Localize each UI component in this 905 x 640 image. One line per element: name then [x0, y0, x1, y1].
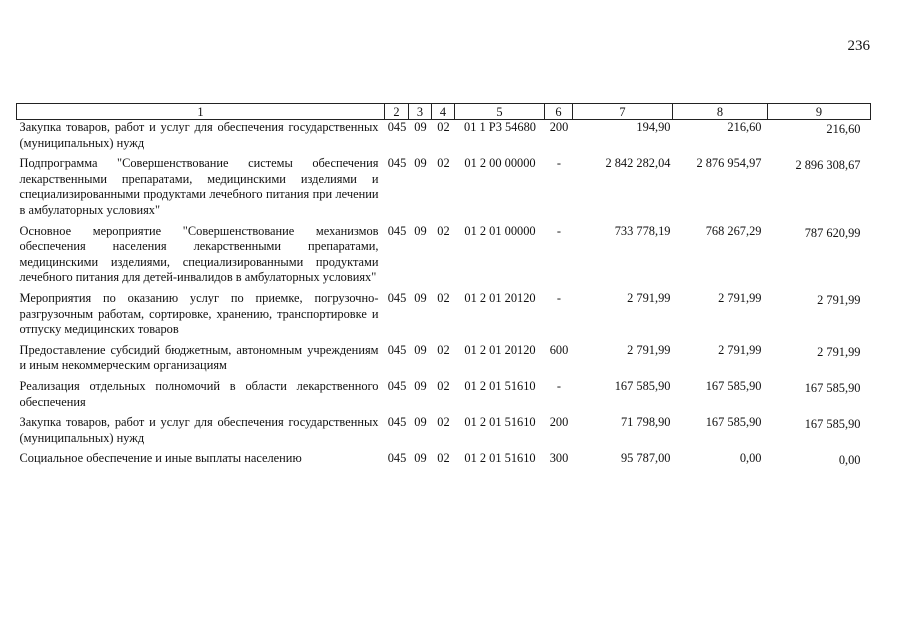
row-code-6: -	[556, 378, 562, 393]
header-cell-8: 8	[673, 104, 768, 120]
row-code-2: 045	[387, 223, 407, 238]
row-value-7: 2 791,99	[627, 342, 671, 357]
row-name: Закупка товаров, работ и услуг для обеспечения государственных (муниципальных) нужд	[19, 120, 379, 150]
budget-table	[16, 103, 871, 474]
row-name: Предоставление субсидий бюджетным, автономным учреждениям и иным некоммерческим организациям	[19, 342, 379, 373]
row-code-2: 045	[387, 451, 407, 466]
row-name: Подпрограмма "Совершенствование системы обеспечения лекарственными препаратами, медицинскими изделиями и специализированными продуктами лечебного питания при лечении в амбулаторных условиях"	[19, 156, 379, 217]
row-value-8: 768 267,29	[705, 223, 762, 238]
row-code-3: 09	[414, 451, 427, 466]
row-value-8: 2 791,99	[718, 342, 762, 357]
row-code-6: -	[556, 290, 562, 305]
table-row	[17, 291, 871, 343]
row-code-5: 01 2 00 00000	[464, 156, 536, 171]
row-code-4: 02	[437, 451, 450, 466]
table-row	[17, 224, 871, 291]
row-code-6: 200	[549, 120, 569, 134]
row-code-4: 02	[437, 290, 450, 305]
row-code-2: 045	[387, 378, 407, 393]
row-code-5: 01 2 01 00000	[464, 223, 536, 238]
row-value-8: 216,60	[727, 120, 762, 134]
row-value-9: 2 791,99	[817, 344, 861, 359]
row-value-9: 787 620,99	[804, 225, 861, 240]
row-value-8: 0,00	[739, 451, 762, 466]
table-row	[17, 451, 871, 474]
header-cell-5: 5	[455, 104, 545, 120]
row-code-5: 01 2 01 51610	[464, 451, 536, 466]
header-cell-7: 7	[573, 104, 673, 120]
row-code-2: 045	[387, 120, 407, 134]
row-value-9: 167 585,90	[804, 380, 861, 395]
table-row	[17, 343, 871, 379]
row-code-5: 01 2 01 51610	[464, 415, 536, 430]
row-code-6: 600	[549, 342, 569, 357]
row-code-4: 02	[437, 120, 450, 134]
table-row	[17, 379, 871, 415]
row-value-7: 95 787,00	[620, 451, 671, 466]
row-value-7: 71 798,90	[620, 415, 671, 430]
page-number: 236	[847, 38, 870, 54]
header-cell-4: 4	[432, 104, 455, 120]
table-row	[17, 120, 871, 157]
header-cell-6: 6	[545, 104, 573, 120]
row-name: Мероприятия по оказанию услуг по приемке, погрузочно-разгрузочным работам, сортировке, хранению, транспортировке и отпуску медицинских товаров	[19, 290, 379, 337]
row-code-3: 09	[414, 415, 427, 430]
row-code-5: 01 2 01 20120	[464, 342, 536, 357]
header-cell-3: 3	[409, 104, 432, 120]
row-code-3: 09	[414, 342, 427, 357]
row-value-9: 2 896 308,67	[795, 158, 861, 173]
table-header-row	[17, 104, 871, 120]
row-name: Реализация отдельных полномочий в области лекарственного обеспечения	[19, 378, 379, 409]
row-value-9: 0,00	[838, 453, 861, 468]
row-code-3: 09	[414, 120, 427, 134]
row-code-2: 045	[387, 415, 407, 430]
table-row	[17, 156, 871, 223]
row-value-8: 167 585,90	[705, 415, 762, 430]
row-code-6: 300	[549, 451, 569, 466]
row-code-2: 045	[387, 342, 407, 357]
row-value-9: 167 585,90	[804, 417, 861, 432]
row-value-7: 194,90	[636, 120, 671, 134]
header-cell-1: 1	[17, 104, 385, 120]
row-value-9: 2 791,99	[817, 292, 861, 307]
row-code-5: 01 2 01 20120	[464, 290, 536, 305]
row-value-8: 2 791,99	[718, 290, 762, 305]
row-value-7: 733 778,19	[614, 223, 671, 238]
row-code-4: 02	[437, 223, 450, 238]
row-code-6: -	[556, 223, 562, 238]
row-code-4: 02	[437, 156, 450, 171]
row-code-4: 02	[437, 415, 450, 430]
table-row	[17, 415, 871, 451]
row-code-5: 01 1 P3 54680	[464, 120, 536, 134]
row-code-3: 09	[414, 223, 427, 238]
row-value-7: 2 842 282,04	[605, 156, 671, 171]
row-value-8: 167 585,90	[705, 378, 762, 393]
row-value-9: 216,60	[826, 122, 861, 136]
row-code-4: 02	[437, 342, 450, 357]
row-code-6: 200	[549, 415, 569, 430]
row-code-2: 045	[387, 156, 407, 171]
row-code-4: 02	[437, 378, 450, 393]
row-code-3: 09	[414, 378, 427, 393]
row-value-7: 2 791,99	[627, 290, 671, 305]
row-value-8: 2 876 954,97	[696, 156, 762, 171]
row-code-6: -	[556, 156, 562, 171]
row-code-5: 01 2 01 51610	[464, 378, 536, 393]
header-cell-9: 9	[768, 104, 871, 120]
row-code-3: 09	[414, 290, 427, 305]
header-cell-2: 2	[385, 104, 409, 120]
row-name: Социальное обеспечение и иные выплаты населению	[19, 451, 302, 466]
row-name: Основное мероприятие "Совершенствование механизмов обеспечения населения лекарственными препаратами, медицинскими изделиями, специализированными продуктами лечебного питания для детей-инвалидов в амбулаторных условиях"	[19, 223, 379, 285]
row-code-2: 045	[387, 290, 407, 305]
row-name: Закупка товаров, работ и услуг для обеспечения государственных (муниципальных) нужд	[19, 415, 379, 445]
row-code-3: 09	[414, 156, 427, 171]
row-value-7: 167 585,90	[614, 378, 671, 393]
